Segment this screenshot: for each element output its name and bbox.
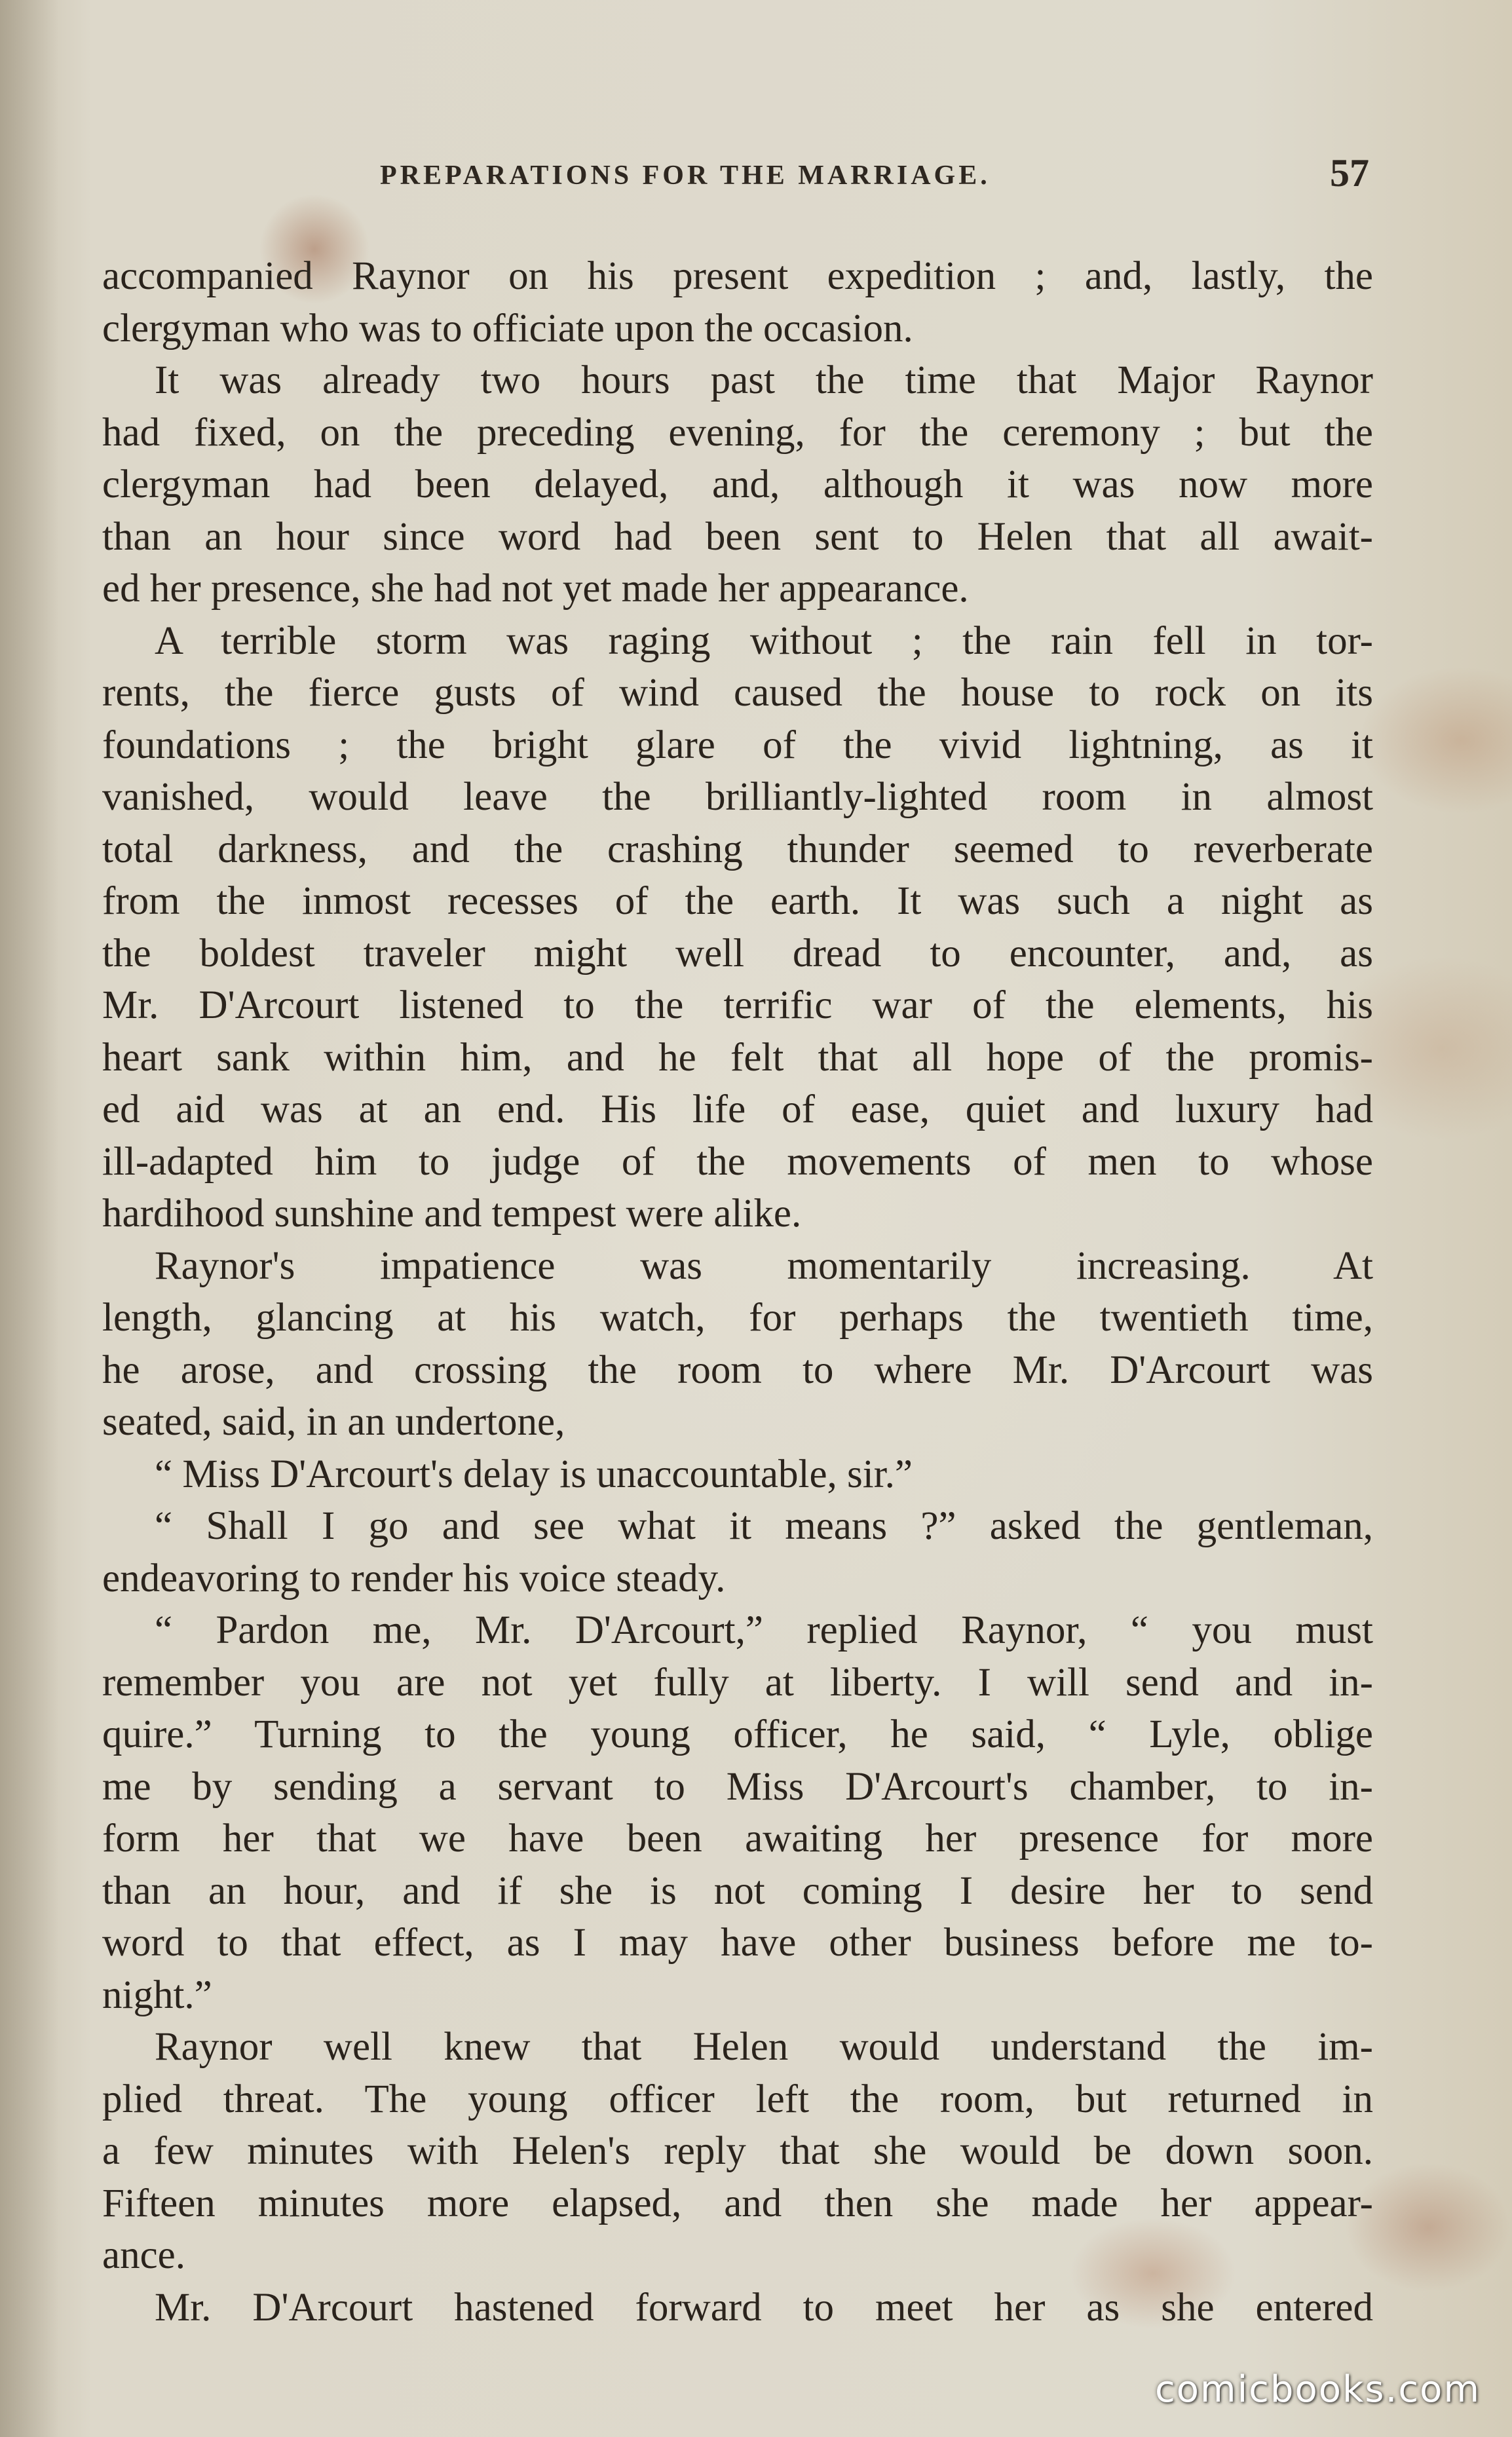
text-line: Mr. D'Arcourt hastened forward to meet her as she entered (155, 2285, 1373, 2330)
text-line: clergyman had been delayed, and, although it was now more (102, 463, 1373, 506)
text-line: Raynor's impatience was momentarily increasing. At (155, 1243, 1373, 1288)
text-line: Mr. D'Arcourt listened to the terrific war of the elements, his (102, 983, 1373, 1027)
text-line: had fixed, on the preceding evening, for the ceremony ; but the (102, 410, 1373, 455)
text-line: than an hour, and if she is not coming I desire her to send (102, 1868, 1373, 1913)
text-line: accompanied Raynor on his present expedition ; and, lastly, the (102, 254, 1373, 298)
body-text (102, 250, 1373, 2333)
text-line: foundations ; the bright glare of the vivid lightning, as it (102, 723, 1373, 767)
text-line: rents, the fierce gusts of wind caused the house to rock on its (102, 671, 1373, 715)
text-line: length, glancing at his watch, for perhaps the twentieth time, (102, 1296, 1373, 1340)
page-gutter-shadow (0, 0, 59, 2437)
page-number: 57 (1330, 151, 1369, 195)
text-line: quire.” Turning to the young officer, he said, “ Lyle, oblige (102, 1712, 1373, 1756)
text-line: the boldest traveler might well dread to encounter, and, as (102, 931, 1373, 975)
text-line: ed her presence, she had not yet made her appearance. (102, 567, 969, 611)
text-line: Fifteen minutes more elapsed, and then she made her appear- (102, 2181, 1373, 2225)
running-head: PREPARATIONS FOR THE MARRIAGE. (380, 161, 991, 191)
text-line: “ Pardon me, Mr. D'Arcourt,” replied Raynor, “ you must (155, 1608, 1373, 1652)
text-line: me by sending a servant to Miss D'Arcourt's chamber, to in- (102, 1764, 1373, 1809)
text-line: “ Miss D'Arcourt's delay is unaccountable, sir.” (155, 1452, 913, 1496)
text-line: from the inmost recesses of the earth. It was such a night as (102, 879, 1373, 923)
text-line: seated, said, in an undertone, (102, 1400, 565, 1444)
page-header (98, 151, 1369, 210)
text-line: heart sank within him, and he felt that all hope of the promis- (102, 1035, 1373, 1080)
text-line: he arose, and crossing the room to where Mr. D'Arcourt was (102, 1348, 1373, 1392)
text-line: ance. (102, 2233, 185, 2277)
text-line: endeavoring to render his voice steady. (102, 1556, 726, 1600)
text-line: remember you are not yet fully at liberty. I will send and in- (102, 1660, 1373, 1705)
text-line: ed aid was at an end. His life of ease, quiet and luxury had (102, 1087, 1373, 1131)
text-line: total darkness, and the crashing thunder seemed to reverberate (102, 827, 1373, 871)
text-line: word to that effect, as I may have other business before me to- (102, 1921, 1373, 1965)
text-line: vanished, would leave the brilliantly-lighted room in almost (102, 775, 1373, 819)
text-line: night.” (102, 1973, 212, 2017)
text-line: Raynor well knew that Helen would understand the im- (155, 2025, 1373, 2069)
text-line: “ Shall I go and see what it means ?” asked the gentleman, (155, 1504, 1373, 1548)
text-line: hardihood sunshine and tempest were alike. (102, 1192, 802, 1236)
text-line: plied threat. The young officer left the room, but returned in (102, 2077, 1373, 2121)
text-line: It was already two hours past the time that Major Raynor (155, 358, 1373, 402)
text-line: form her that we have been awaiting her presence for more (102, 1817, 1373, 1861)
text-line: clergyman who was to officiate upon the occasion. (102, 306, 913, 350)
watermark: comicbooks.com (1154, 2368, 1481, 2411)
text-line: a few minutes with Helen's reply that she would be down soon. (102, 2129, 1373, 2173)
text-line: ill-adapted him to judge of the movements of men to whose (102, 1139, 1373, 1184)
text-line: than an hour since word had been sent to Helen that all await- (102, 514, 1373, 559)
text-line: A terrible storm was raging without ; the rain fell in tor- (155, 618, 1373, 663)
